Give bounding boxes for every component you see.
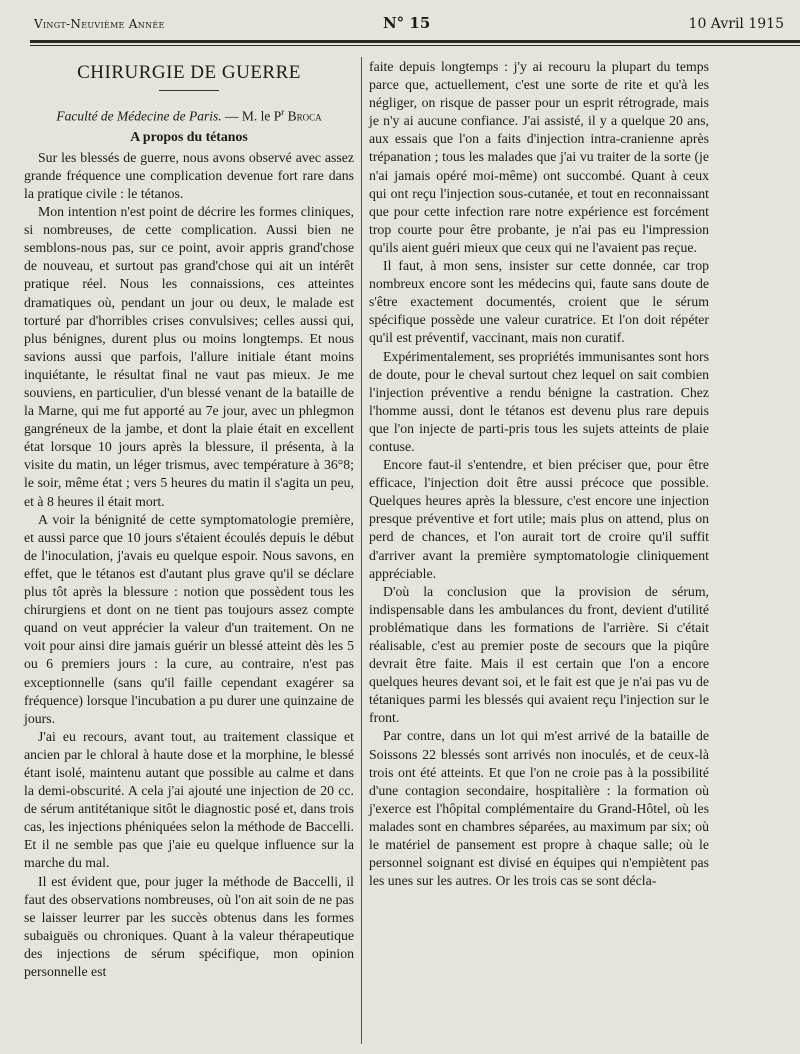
header-thin-rule bbox=[30, 45, 800, 46]
paragraph: Expérimentalement, ses propriétés immunisantes sont hors de doute, pour le cheval surtout chez lequel on sait combien l'injection préventive a rendu bénigne la castration. Chez l'homme aussi, dont le tétanos est devenu plus rare depuis que l'on injecte de parti-pris tous les sujets atteints de plaie contuse. bbox=[369, 348, 709, 454]
paragraph: A voir la bénignité de cette symptomatologie première, et aussi parce que 10 jours s'étaient écoulés depuis le début de l'inoculation, j'avais eu quelque espoir. Nous savons, en effet, que le tétanos est d'autant plus grave qu'il se déclare plus tôt après la blessure : notion que possèdent tous les chirurgiens et dont on ne tient pas toujours assez compte quand on veut apprécier la valeur d'un traitement. On ne voit pour ainsi dire jamais guérir un blessé atteint dès les 5 ou 6 premiers jours : la cure, au contraire, n'est pas exceptionnelle (sans qu'il faille cependant exagérer sa fréquence) lorsque l'incubation a pu durer une quinzaine de jours. bbox=[24, 511, 354, 726]
paragraph: Il est évident que, pour juger la méthode de Baccelli, il faut des observations nombreuses, où l'on ait soin de ne pas se laisser leurrer par les succès obtenus dans les formes subaiguës ou chroniques. Quant à la valeur thérapeutique des injections de sérum spécifique, mon opinion personnelle est bbox=[24, 873, 354, 979]
title-underline bbox=[159, 90, 219, 91]
article-byline bbox=[24, 103, 354, 126]
paragraph: Encore faut-il s'entendre, et bien préciser que, pour être efficace, l'injection doit être aussi précoce que possible. Quelques heures après la blessure, c'est encore une injection presque préventive et fort utile; mais plus on attend, plus on perd de chances, et l'on aurait tort de croire qu'il suffit d'arriver avant la première symptomatologie cliniquement appréciable. bbox=[369, 457, 709, 581]
paragraph: faite depuis longtemps : j'y ai recouru la plupart du temps parce que, actuellement, c'est une sorte de rite et qu'à les négliger, on risque de passer pour un esprit rétrograde, mais je n'y ai aucune confiance. J'ai assisté, il y a quelque 20 ans, aux essais que l'on a faits d'injection intra-cranienne après trépanation ; tous les malades que j'ai vu traiter de la sorte (je n'ai jamais opéré moi-même) ont succombé. Quant à ceux qui ont reçu l'injection sous-cutanée, et tout en reconnaissant que pour cette infection rare notre expérience est forcément trop courte pour être probante, je n'ai pas eu l'impression qu'ils aient guéri mieux que ceux qui ne l'avaient pas reçue. bbox=[369, 59, 709, 255]
byline-faculty: Faculté de Médecine de Paris. bbox=[56, 108, 222, 124]
running-header bbox=[34, 14, 800, 36]
byline-dash: — M. le P bbox=[221, 108, 282, 124]
left-column-body bbox=[24, 149, 354, 981]
paragraph: Sur les blessés de guerre, nous avons observé avec assez grande fréquence une complication devenue fort rare dans la pratique civile : le tétanos. bbox=[24, 149, 354, 201]
left-column bbox=[24, 58, 354, 981]
article-subtitle: A propos du tétanos bbox=[130, 128, 248, 144]
paragraph: J'ai eu recours, avant tout, au traitement classique et ancien par le chloral à haute dose et la morphine, le blessé étant isolé, maintenu autant que possible au calme et dans la demi-obscurité. A cela j'ai ajouté une injection de 20 cc. de sérum antitétanique sitôt le diagnostic posé et, dans trois cas, les injections phéniquées selon la méthode de Baccelli. Et il ne semble pas que j'aie eu quelque influence sur la marche du mal. bbox=[24, 728, 354, 871]
header-year: Vingt-Neuvième Année bbox=[34, 17, 165, 31]
section-title: CHIRURGIE DE GUERRE bbox=[77, 62, 301, 83]
paragraph: Mon intention n'est point de décrire les formes cliniques, si nombreuses, de cette complication. Aussi bien ne semblons-nous pas, sur ce point, avoir appris grand'chose de nouveau, et surtout pas grand'chose qui ait un intérêt pratique réel. Nous les connaissions, ces atteintes dramatiques où, pendant un jour ou deux, le malade est torturé par d'horribles crises convulsives; celles aussi qui, plus bénignes, durent plus ou moins longtemps. Et nous savions aussi que parfois, l'allure initiale étant moins inquiétante, le résultat final ne vaut pas mieux. Je me souviens, en particulier, d'un blessé venant de la bataille de la Marne, qui me fut apporté au 7e jour, avec un phlegmon gangréneux de la jambe, et dont la plaie était en excellent état lorsque 10 jours après la blessure, il présenta, à la visite du matin, un léger trismus, avec température à 36°8; le soir, même état ; vers 5 heures du matin il s'agita un peu, et à 8 heures il était mort. bbox=[24, 204, 354, 509]
header-date: 10 Avril 1915 bbox=[688, 16, 784, 32]
paragraph: D'où la conclusion que la provision de sérum, indispensable dans les ambulances du front, devient d'utilité problématique dans les formations de l'arrière. Si c'était réalisable, c'est au premier poste de secours que la piqûre devrait être faite. Mais il est certain que l'on a encore quelques heures devant soi, et le fait est que je n'ai pas vu de tétaniques parmi les blessés qui avaient reçu l'injection sur le front. bbox=[369, 583, 709, 726]
paragraph: Il faut, à mon sens, insister sur cette donnée, car trop nombreux encore sont les médecins qui, faute sans doute de s'être exactement documentés, croient que le sérum spécifique possède une valeur curatrice. Et l'on doit répéter qu'il est préventif, vaccinant, mais non curatif. bbox=[369, 258, 709, 346]
header-issue-number: N° 15 bbox=[382, 14, 431, 32]
byline-author: Broca bbox=[284, 108, 322, 124]
right-column bbox=[369, 58, 709, 890]
byline-superscript: r bbox=[281, 107, 285, 118]
right-column-body bbox=[369, 58, 709, 890]
column-divider bbox=[361, 57, 362, 1044]
paragraph: Par contre, dans un lot qui m'est arrivé de la bataille de Soissons 22 blessés sont arrivés non inoculés, et de ceux-là trois ont été atteints. Et que l'on ne croie pas à la possibilité d'une contagion secondaire, hospitalière : la formation où j'exerce est l'hôpital complémentaire du Grand-Hôtel, où les malades sont en chambres séparées, au maximum par six; où le matériel de pansement est propre à chaque salle; où le personnel soignant est divisé en équipes qui n'empiètent pas les unes sur les autres. Or les trois cas se sont décla- bbox=[369, 728, 709, 889]
header-thick-rule bbox=[30, 40, 800, 43]
